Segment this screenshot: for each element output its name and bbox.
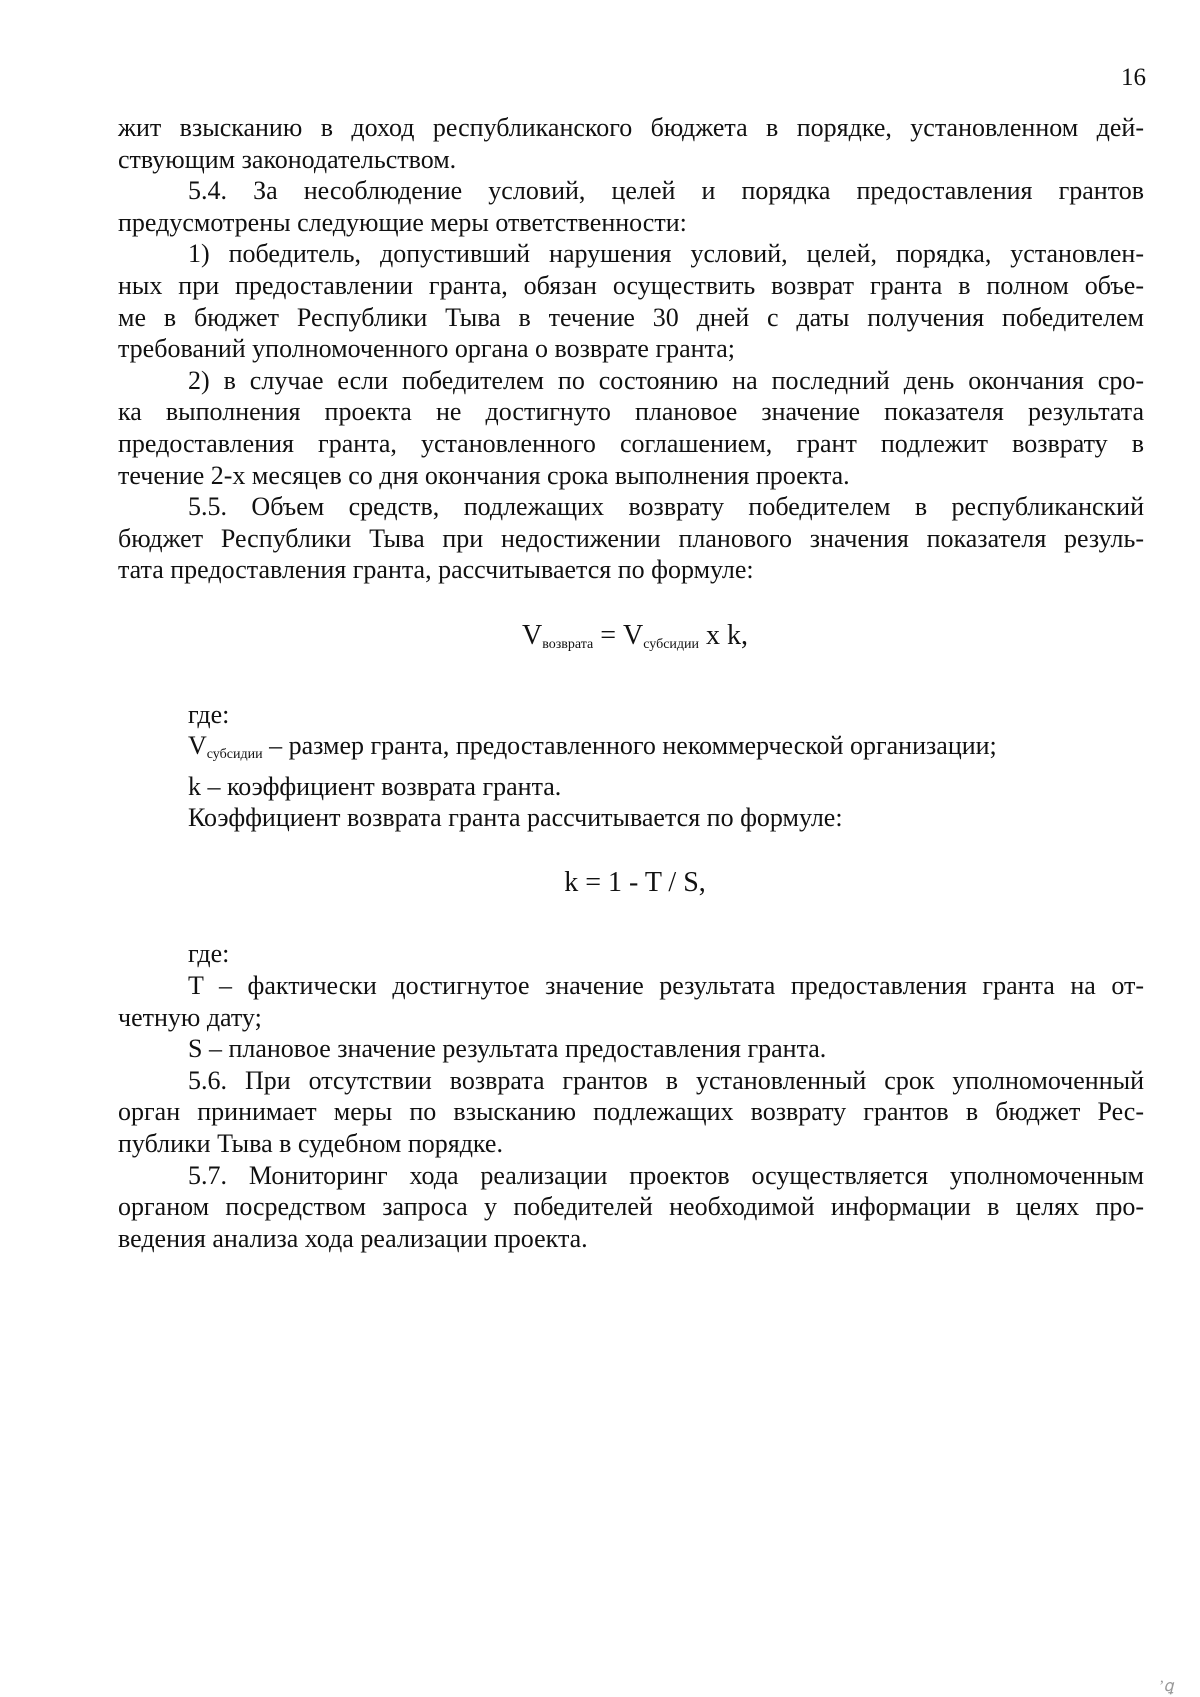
document-body: [118, 112, 1144, 1254]
definition-k: k – коэффициент возврата гранта.: [188, 771, 562, 801]
text-line: 5.6. При отсутствии возврата грантов в установленный срок уполномоченный: [188, 1065, 1144, 1095]
coefficient-intro: Коэффициент возврата гранта рассчитывается по формуле:: [188, 803, 843, 833]
definition-v: [118, 730, 1144, 771]
text-line: бюджет Республики Тыва при недостижении планового значения показателя резуль-: [118, 523, 1144, 553]
corner-handwritten-mark: ʼꝗ: [1158, 1678, 1174, 1695]
text-line: ме в бюджет Республики Тыва в течение 30 дней с даты получения победителем: [118, 302, 1144, 332]
text-line: ка выполнения проекта не достигнуто плановое значение показателя результата: [118, 397, 1144, 427]
text-line: предусмотрены следующие меры ответственности:: [118, 207, 687, 237]
text-line: орган принимает меры по взысканию подлежащих возврату грантов в бюджет Рес-: [118, 1097, 1144, 1127]
formula-v-sub: возврата: [542, 636, 594, 652]
text-line: ведения анализа хода реализации проекта.: [118, 1223, 588, 1253]
formula-v2-sub: субсидии: [643, 636, 700, 652]
text-line: публики Тыва в судебном порядке.: [118, 1129, 503, 1159]
text-line: 5.7. Мониторинг хода реализации проектов осуществляется уполномоченным: [188, 1160, 1144, 1190]
where-label: где:: [188, 699, 230, 729]
formula-return-volume: [118, 620, 1144, 661]
text-line: 5.5. Объем средств, подлежащих возврату победителем в республиканский: [188, 492, 1144, 522]
text-line: T – фактически достигнутое значение результата предоставления гранта на от-: [188, 971, 1144, 1001]
formula-eq: =: [593, 619, 624, 651]
formula-v-main: V: [521, 619, 543, 651]
def-v-text: – размер гранта, предоставленного некоммерческой организации;: [262, 731, 997, 761]
def-v-main: V: [188, 731, 207, 761]
where-label-2: где:: [188, 939, 230, 969]
formula-tail: x k,: [699, 619, 749, 651]
formula-v2-main: V: [623, 619, 644, 651]
text-line: четную дату;: [118, 1002, 262, 1032]
paragraphs-top: [118, 112, 1144, 586]
text-line: требований уполномоченного органа о возврате гранта;: [118, 334, 736, 364]
paragraphs-bottom: [118, 970, 1144, 1254]
text-line: 2) в случае если победителем по состоянию на последний день окончания сро-: [188, 365, 1144, 395]
text-line: ных при предоставлении гранта, обязан осуществить возврат гранта в полном объе-: [118, 270, 1144, 300]
text-line: ствующим законодательством.: [118, 144, 457, 174]
text-line: предоставления гранта, установленного соглашением, грант подлежит возврату в: [118, 428, 1144, 458]
text-line: органом посредством запроса у победителей необходимой информации в целях про-: [118, 1192, 1144, 1222]
formula-coefficient: k = 1 - T / S,: [564, 866, 706, 898]
text-line: S – плановое значение результата предоставления гранта.: [188, 1034, 827, 1064]
text-line: жит взысканию в доход республиканского бюджета в порядке, установленном дей-: [118, 113, 1144, 142]
text-line: течение 2-х месяцев со дня окончания срока выполнения проекта.: [118, 460, 850, 490]
text-line: тата предоставления гранта, рассчитывается по формуле:: [118, 555, 754, 585]
text-line: 5.4. За несоблюдение условий, целей и порядка предоставления грантов: [188, 176, 1144, 206]
def-v-sub: субсидии: [206, 747, 263, 763]
page-number: 16: [1121, 64, 1146, 91]
text-line: 1) победитель, допустивший нарушения условий, целей, порядка, установлен-: [188, 239, 1144, 269]
